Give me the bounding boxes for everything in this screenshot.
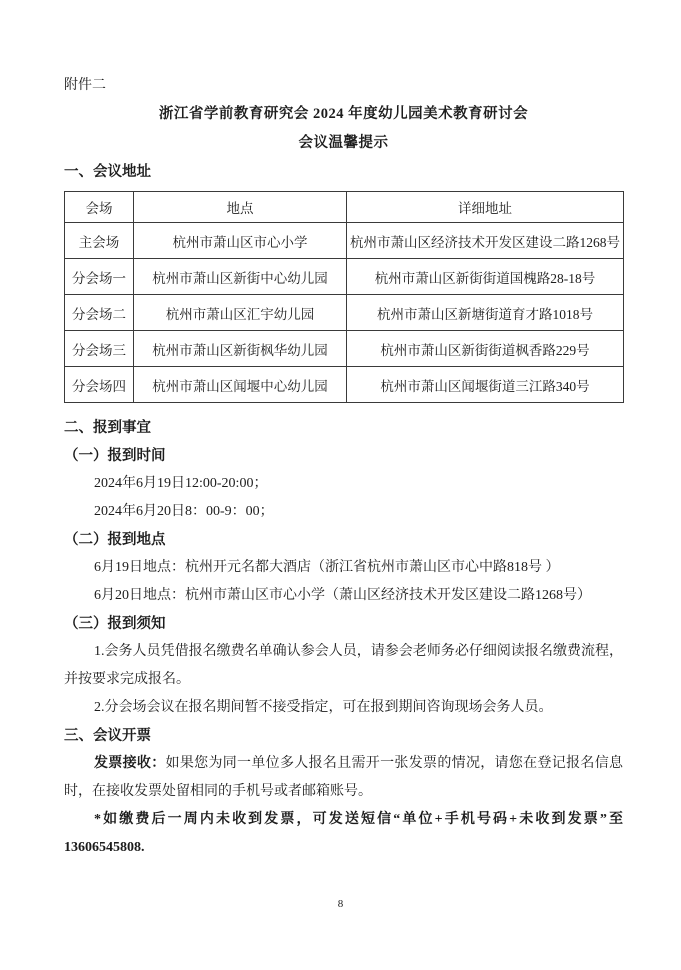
- document-title: 浙江省学前教育研究会 2024 年度幼儿园美术教育研讨会: [158, 106, 529, 122]
- col-header-venue: 会场: [65, 192, 134, 223]
- table-row: [65, 367, 624, 403]
- cell-venue: 主会场: [65, 223, 134, 259]
- registration-time-2: 2024年6月20日8：00-9：00；: [94, 504, 274, 519]
- cell-location: 杭州市萧山区新街枫华幼儿园: [134, 331, 347, 367]
- invoice-paragraph: [64, 750, 623, 806]
- invoice-warning: *如缴费后一周内未收到发票，可发送短信“单位+手机号码+未收到发票”至13606545808.: [64, 812, 623, 855]
- registration-note-1: 1.会务人员凭借报名缴费名单确认参会人员，请参会老师务必仔细阅读报名缴费流程，并按要求完成报名。: [64, 644, 623, 687]
- invoice-label: 发票接收：: [94, 756, 166, 771]
- page-number: 8: [337, 898, 344, 910]
- registration-note-2: 2.分会场会议在报名期间暂不接受指定，可在报到期间咨询现场会务人员。: [94, 700, 553, 715]
- cell-address: 杭州市萧山区新街街道枫香路229号: [347, 331, 624, 367]
- col-header-location: 地点: [134, 192, 347, 223]
- col-header-address: 详细地址: [347, 192, 624, 223]
- cell-address: 杭州市萧山区闻堰街道三江路340号: [347, 367, 624, 403]
- invoice-text: 如果您为同一单位多人报名且需开一张发票的情况，请您在登记报名信息时，在接收发票处留相同的手机号或者邮箱账号。: [64, 756, 624, 799]
- cell-venue: 分会场四: [65, 367, 134, 403]
- cell-venue: 分会场一: [65, 259, 134, 295]
- document-subtitle: 会议温馨提示: [298, 135, 389, 151]
- subsection-heading-notes: （三）报到须知: [64, 616, 166, 632]
- table-row: [65, 331, 624, 367]
- table-row: [65, 259, 624, 295]
- cell-address: 杭州市萧山区经济技术开发区建设二路1268号: [347, 223, 624, 259]
- table-header-row: [65, 192, 624, 223]
- venue-table: [64, 191, 624, 403]
- table-row: [65, 223, 624, 259]
- registration-time-1: 2024年6月19日12:00-20:00；: [94, 476, 268, 491]
- cell-location: 杭州市萧山区闻堰中心幼儿园: [134, 367, 347, 403]
- attachment-label: 附件二: [64, 78, 106, 93]
- section-heading-venue: 一、会议地址: [64, 164, 151, 180]
- cell-venue: 分会场二: [65, 295, 134, 331]
- registration-location-1: 6月19日地点：杭州开元名都大酒店（浙江省杭州市萧山区市心中路818号 ）: [94, 560, 560, 575]
- registration-location-2: 6月20日地点：杭州市萧山区市心小学（萧山区经济技术开发区建设二路1268号）: [94, 588, 591, 603]
- section-heading-registration: 二、报到事宜: [64, 420, 151, 436]
- cell-address: 杭州市萧山区新街街道国槐路28-18号: [347, 259, 624, 295]
- cell-location: 杭州市萧山区汇宇幼儿园: [134, 295, 347, 331]
- section-heading-invoice: 三、会议开票: [64, 728, 151, 744]
- cell-location: 杭州市萧山区新街中心幼儿园: [134, 259, 347, 295]
- table-row: [65, 295, 624, 331]
- cell-address: 杭州市萧山区新塘街道育才路1018号: [347, 295, 624, 331]
- cell-location: 杭州市萧山区市心小学: [134, 223, 347, 259]
- cell-venue: 分会场三: [65, 331, 134, 367]
- subsection-heading-time: （一）报到时间: [64, 448, 166, 464]
- subsection-heading-location: （二）报到地点: [64, 532, 166, 548]
